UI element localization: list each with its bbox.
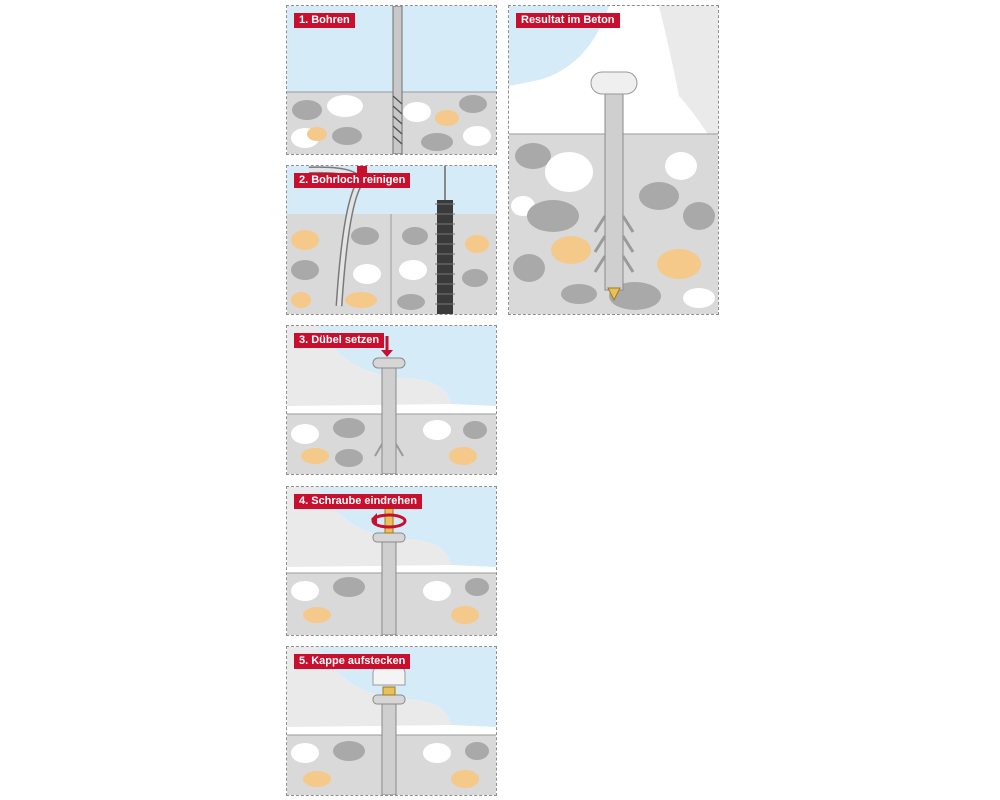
- drill-bit: [393, 6, 402, 154]
- dowel-insertion-illustration: [287, 326, 496, 474]
- step-5-panel: [286, 646, 497, 796]
- drilling-illustration: [287, 6, 496, 154]
- result-illustration: [509, 6, 718, 314]
- step-2-label: 2. Bohrloch reinigen: [294, 173, 410, 188]
- step-3-panel: [286, 325, 497, 475]
- result-label: Resultat im Beton: [516, 13, 620, 28]
- result-panel: [508, 5, 719, 315]
- step-1-label: 1. Bohren: [294, 13, 355, 28]
- step-5-label: 5. Kappe aufstecken: [294, 654, 410, 669]
- step-1-panel: [286, 5, 497, 155]
- cap-fitting-illustration: [287, 647, 496, 795]
- screw-driving-illustration: [287, 487, 496, 635]
- step-3-label: 3. Dübel setzen: [294, 333, 384, 348]
- step-4-panel: [286, 486, 497, 636]
- step-4-label: 4. Schraube eindrehen: [294, 494, 422, 509]
- hole-cleaning-illustration: [287, 166, 496, 314]
- step-2-panel: [286, 165, 497, 315]
